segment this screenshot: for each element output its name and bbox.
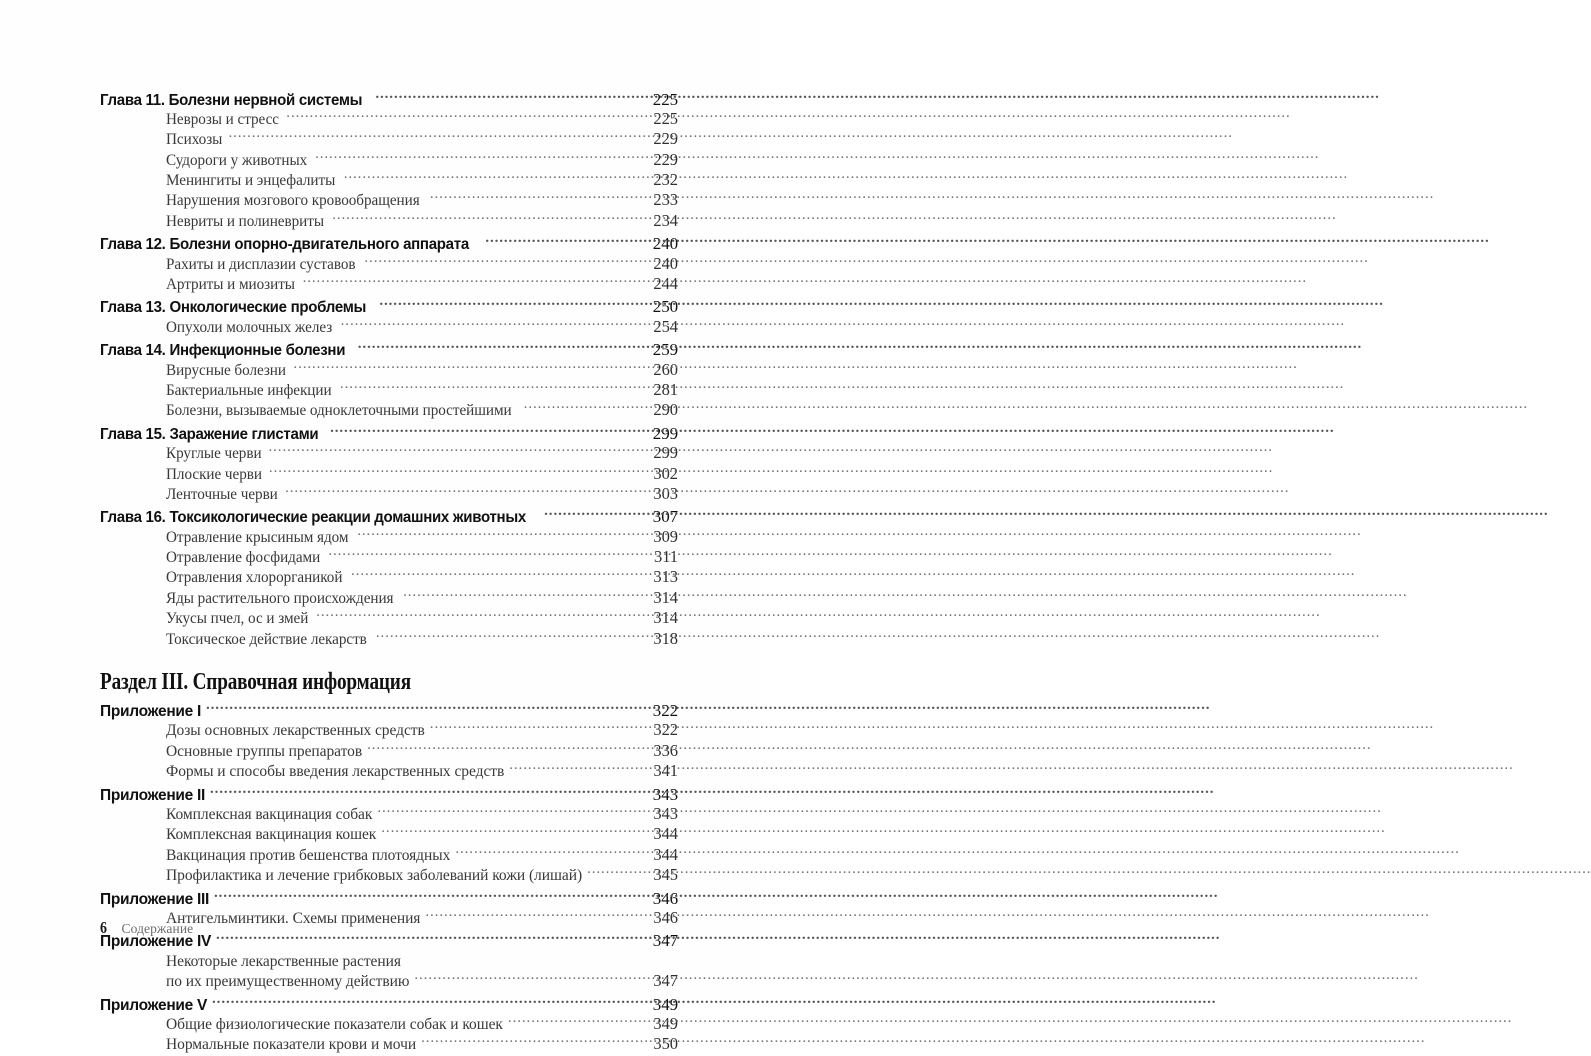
page-footer [100, 918, 193, 938]
toc-entry-title: Рахиты и дисплазии суставов [166, 255, 356, 273]
toc-page-number: 240 [653, 253, 678, 273]
toc-chapter-title: Глава 16. Токсикологические реакции домашних животных [100, 509, 526, 527]
toc-page-number: 225 [653, 108, 678, 128]
toc-entry-title: Комплексная вакцинация кошек [166, 826, 377, 844]
dot-leader [414, 971, 653, 987]
toc-page-number: 244 [653, 274, 678, 294]
folio-number: 6 [100, 918, 107, 937]
table-of-contents [100, 86, 678, 1054]
dot-leader [587, 865, 653, 881]
toc-page-number: 233 [653, 190, 678, 210]
toc-page-number: 343 [653, 804, 678, 823]
toc-section-appendices [100, 700, 678, 1055]
toc-chapter-title: Глава 12. Болезни опорно-двигательного аппарата [100, 236, 469, 254]
toc-entry-title: Некоторые лекарственные растения [166, 952, 401, 970]
dot-leader [376, 628, 653, 644]
toc-entry-title: Болезни, вызываемые одноклеточными простейшими [166, 402, 512, 420]
toc-page-number: 336 [653, 740, 678, 760]
toc-entry-title: по их преимущественному действию [166, 973, 410, 991]
toc-entry-title: Отравление фосфидами [166, 549, 321, 567]
dot-leader [315, 149, 653, 165]
toc-entry-title: Общие физиологические показатели собак и кошек [166, 1015, 503, 1033]
dot-leader [228, 129, 653, 145]
toc-page-number: 313 [653, 567, 678, 587]
dot-leader [351, 567, 653, 583]
toc-page-number: 311 [654, 547, 678, 567]
dot-leader [455, 844, 653, 860]
book-page [0, 0, 759, 1054]
toc-page-number: 322 [652, 701, 678, 721]
dot-leader [524, 400, 654, 416]
dot-leader [403, 587, 653, 603]
toc-page-number: 350 [653, 1034, 678, 1054]
dot-leader [286, 108, 653, 124]
dot-leader [509, 761, 653, 777]
toc-entry-row[interactable] [100, 1034, 678, 1054]
part-heading: Раздел III. Справочная информация [100, 668, 411, 695]
toc-page-number: 303 [653, 483, 678, 503]
toc-page-number: 299 [652, 423, 678, 443]
toc-entry-title: Дозы основных лекарственных средств [166, 722, 425, 740]
toc-page-number: 234 [653, 210, 678, 230]
toc-entry-title: Профилактика и лечение грибковых заболеваний кожи (лишай) [166, 867, 583, 885]
toc-page-number: 347 [653, 971, 678, 991]
dot-leader [430, 190, 654, 206]
dot-leader [357, 526, 653, 542]
toc-entry-title: Яды растительного происхождения [166, 589, 394, 607]
toc-entry-title: Невриты и полиневриты [166, 212, 324, 230]
dot-leader [430, 720, 654, 736]
toc-page-number: 309 [653, 526, 678, 546]
toc-entry-title: Вирусные болезни [166, 361, 286, 379]
dot-leader [508, 1013, 653, 1029]
toc-entry-title: Антигельминтики. Схемы применения [166, 909, 421, 927]
dot-leader [421, 1034, 653, 1050]
toc-page-number: 349 [653, 1013, 678, 1033]
toc-chapter-title: Глава 15. Заражение глистами [100, 425, 319, 443]
toc-page-number: 346 [652, 888, 678, 908]
toc-page-number: 314 [653, 587, 678, 607]
toc-chapter-title: Глава 13. Онкологические проблемы [100, 299, 367, 317]
toc-page-number: 229 [653, 129, 678, 149]
toc-entry-title: Токсическое действие лекарств [166, 630, 367, 648]
toc-entry-title: Круглые черви [166, 445, 262, 463]
toc-chapter-title: Приложение II [100, 786, 205, 804]
toc-page-number: 225 [652, 89, 678, 109]
toc-chapter-title: Приложение I [100, 703, 201, 721]
toc-page-number: 307 [652, 507, 678, 527]
toc-chapter-title: Глава 14. Инфекционные болезни [100, 342, 346, 360]
toc-entry-title: Нормальные показатели крови и мочи [166, 1036, 417, 1054]
dot-leader [328, 547, 654, 563]
toc-chapter-title: Приложение III [100, 890, 209, 908]
dot-leader [367, 740, 653, 756]
toc-page-number: 281 [653, 379, 678, 399]
toc-page-number: 250 [652, 297, 678, 317]
dot-leader [425, 907, 653, 923]
toc-chapter-title: Приложение V [100, 996, 208, 1014]
toc-section-chapters [100, 88, 678, 649]
toc-entry-title: Комплексная вакцинация собак [166, 806, 373, 823]
toc-page-number: 232 [653, 170, 678, 190]
toc-page-number: 344 [653, 824, 678, 844]
dot-leader [340, 379, 653, 395]
dot-leader [269, 443, 654, 459]
toc-entry-title: Укусы пчел, ос и змей [166, 610, 309, 628]
toc-entry-title: Отравления хлорорганикой [166, 569, 343, 587]
dot-leader [293, 359, 653, 375]
dot-leader [269, 463, 653, 479]
toc-page-number: 290 [653, 400, 678, 420]
toc-page-number: 260 [653, 359, 678, 379]
dot-leader [216, 930, 653, 947]
toc-entry-title: Опухоли молочных желез [166, 318, 333, 336]
toc-page-number: 314 [653, 608, 678, 628]
toc-entry-title: Психозы [166, 131, 223, 149]
toc-entry-title: Судороги у животных [166, 151, 308, 169]
toc-entry-title: Бактериальные инфекции [166, 381, 332, 399]
toc-page-number: 299 [653, 443, 678, 463]
dot-leader [377, 804, 653, 820]
toc-entry-row[interactable] [100, 628, 678, 648]
toc-entry-title: Плоские черви [166, 465, 262, 483]
footer-label: Содержание [121, 921, 194, 936]
toc-page-number: 254 [653, 316, 678, 336]
toc-chapter-title: Приложение IV [100, 933, 212, 951]
toc-entry-title: Артриты и миозиты [166, 276, 295, 294]
toc-page-number: 322 [653, 720, 678, 740]
toc-page-number: 347 [652, 931, 678, 951]
toc-entry-title: Отравление крысиным ядом [166, 528, 349, 546]
toc-page-number: 344 [653, 844, 678, 864]
toc-page-number: 346 [653, 907, 678, 927]
dot-leader [341, 316, 654, 332]
toc-entry-title: Формы и способы введения лекарственных средств [166, 763, 505, 781]
dot-leader [381, 824, 653, 840]
toc-page-number: 349 [652, 994, 678, 1014]
dot-leader [406, 950, 678, 966]
toc-page-number: 240 [652, 234, 678, 254]
dot-leader [303, 274, 654, 290]
toc-entry-title: Вакцинация против бешенства плотоядных [166, 846, 451, 864]
toc-entry-title: Основные группы препаратов [166, 742, 363, 760]
toc-page-number: 343 [652, 784, 678, 804]
dot-leader [316, 608, 653, 624]
toc-page-number: 341 [653, 761, 678, 781]
toc-entry-title: Ленточные черви [166, 485, 278, 503]
dot-leader [364, 253, 653, 269]
dot-leader [285, 483, 653, 499]
toc-page-number: 302 [653, 463, 678, 483]
toc-page-number: 229 [653, 149, 678, 169]
toc-page-number: 318 [653, 628, 678, 648]
toc-entry-title: Менингиты и энцефалиты [166, 172, 336, 190]
dot-leader [344, 170, 654, 186]
toc-page-number: 345 [653, 865, 678, 885]
toc-entry-title: Нарушения мозгового кровообращения [166, 192, 420, 210]
toc-entry-title: Неврозы и стресс [166, 110, 279, 128]
toc-chapter-title: Глава 11. Болезни нервной системы [100, 91, 363, 109]
toc-page-number: 259 [652, 340, 678, 360]
dot-leader [332, 210, 653, 226]
